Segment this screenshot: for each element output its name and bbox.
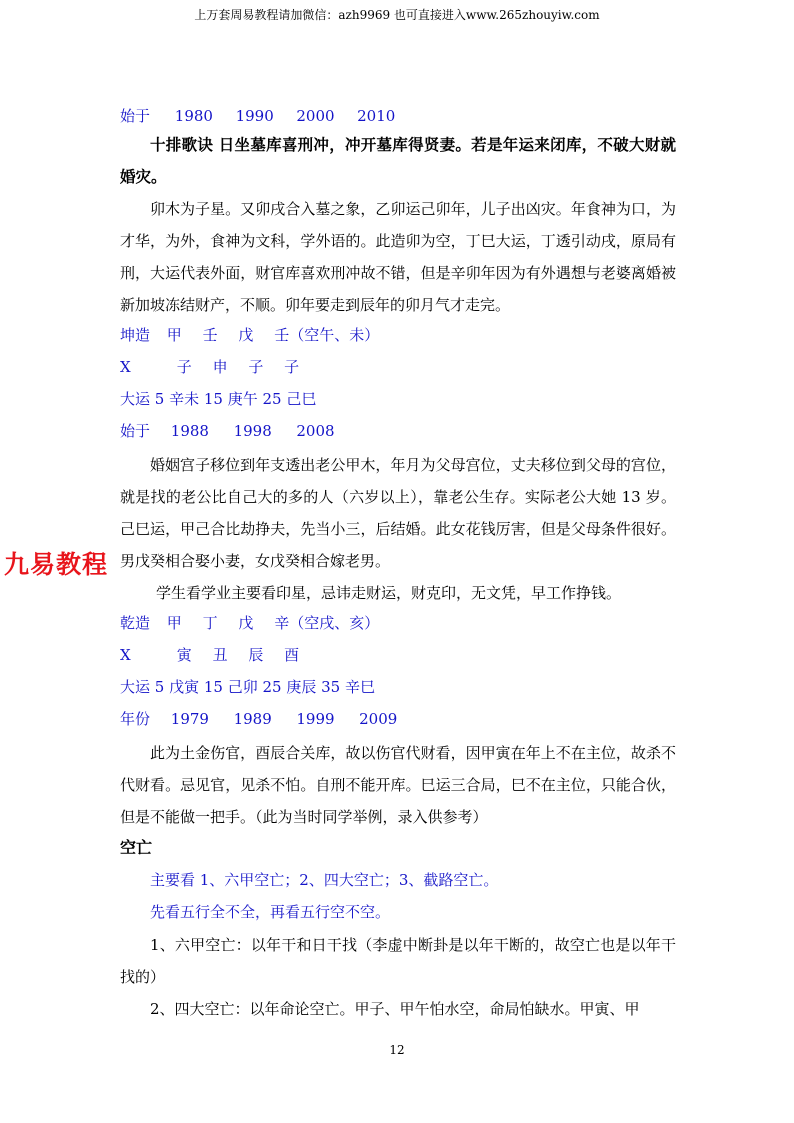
stem: 甲 (166, 614, 182, 632)
chart2-start-years (120, 421, 680, 441)
start-years-line-1 (120, 106, 680, 126)
chart3-branches (120, 645, 680, 665)
chart3-stems-label: 乾造 (120, 614, 151, 632)
stem: 壬 (202, 326, 218, 344)
stem: 戊 (238, 614, 254, 632)
year: 1980 (174, 107, 213, 125)
year: 2000 (296, 107, 335, 125)
branch: 子 (248, 358, 264, 376)
stem: 丁 (202, 614, 218, 632)
chart3-years (120, 709, 680, 729)
branch: 寅 (176, 646, 192, 664)
year-label: 年份 (120, 710, 151, 728)
chart2-stems-label: 坤造 (120, 326, 151, 344)
year: 1988 (170, 422, 209, 440)
item-1: 1、六甲空亡：以年干和日干找（李虚中断卦是以年干断的，故空亡也是以年干找的） (120, 936, 676, 986)
chart3-luck: 大运 5 戊寅 15 己卯 25 庚辰 35 辛巳 (120, 678, 375, 696)
chart2-stems (120, 325, 680, 345)
watermark-logo: 九易教程 (4, 550, 109, 579)
year: 1990 (235, 107, 274, 125)
year: 1999 (296, 710, 335, 728)
branch: 酉 (284, 646, 300, 664)
start-label: 始于 (120, 422, 151, 440)
item-2: 2、四大空亡：以年命论空亡。甲子、甲午怕水空，命局怕缺水。甲寅、甲 (150, 1000, 640, 1018)
chart3-branch-label: X (120, 646, 131, 664)
section-heading: 空亡 (120, 838, 153, 857)
paragraph-3: 学生看学业主要看印星，忌讳走财运，财克印，无文凭，早工作挣钱。 (156, 584, 622, 602)
page-header: 上万套周易教程请加微信：azh9969 也可直接进入www.265zhouyiw.com (194, 8, 600, 22)
stem: 辛 (274, 614, 290, 632)
song-verse: 十排歌诀 日坐墓库喜刑冲，冲开墓库得贤妻。若是年运来闭库，不破大财就婚灾。 (120, 136, 676, 186)
stem: 戊 (238, 326, 254, 344)
void-note: （空午、未） (289, 326, 380, 344)
paragraph-1: 卯木为子星。又卯戌合入墓之象，乙卯运己卯年，儿子出凶灾。年食神为口，为才华，为外，食神为文科，学外语的。此造卯为空，丁巳大运，丁透引动戌，原局有刑，大运代表外面，财官库喜欢刑冲故不错，但是辛卯年因为有外遇想与老婆离婚被新加坡冻结财产，不顺。卯年要走到辰年的卯月气才走完。 (120, 200, 676, 314)
year: 1989 (233, 710, 272, 728)
branch: 丑 (212, 646, 228, 664)
chart3-stems (120, 613, 680, 633)
void-note: （空戌、亥） (289, 614, 380, 632)
branch: 辰 (248, 646, 264, 664)
list-main: 主要看 1、六甲空亡；2、四大空亡；3、截路空亡。 (150, 871, 499, 889)
stem: 壬 (274, 326, 290, 344)
chart2-luck: 大运 5 辛未 15 庚午 25 己巳 (120, 390, 317, 408)
stem: 甲 (166, 326, 182, 344)
year: 2010 (357, 107, 396, 125)
chart2-branches (120, 357, 680, 377)
year: 1998 (233, 422, 272, 440)
branch: 申 (212, 358, 228, 376)
paragraph-4: 此为土金伤官，酉辰合关库，故以伤官代财看，因甲寅在年上不在主位，故杀不代财看。忌见官，见杀不怕。自刑不能开库。巳运三合局，巳不在主位，只能合伙，但是不能做一把手。（此为当时同学举例，录入供参考） (120, 744, 676, 826)
branch: 子 (284, 358, 300, 376)
list-first-check: 先看五行全不全，再看五行空不空。 (150, 903, 391, 921)
paragraph-2: 婚姻宫子移位到年支透出老公甲木，年月为父母宫位，丈夫移位到父母的宫位，就是找的老公比自己大的多的人（六岁以上），靠老公生存。实际老公大她 13 岁。己巳运，甲己合比劫挣夫，先当小三，后结婚。此女花钱厉害，但是父母条件很好。男戊癸相合娶小妻，女戊癸相合嫁老男。 (120, 456, 676, 570)
branch: 子 (176, 358, 192, 376)
year: 2008 (296, 422, 335, 440)
page-number: 12 (389, 1043, 405, 1057)
chart2-branch-label: X (120, 358, 131, 376)
start-label: 始于 (120, 107, 151, 125)
year: 2009 (359, 710, 398, 728)
year: 1979 (170, 710, 209, 728)
